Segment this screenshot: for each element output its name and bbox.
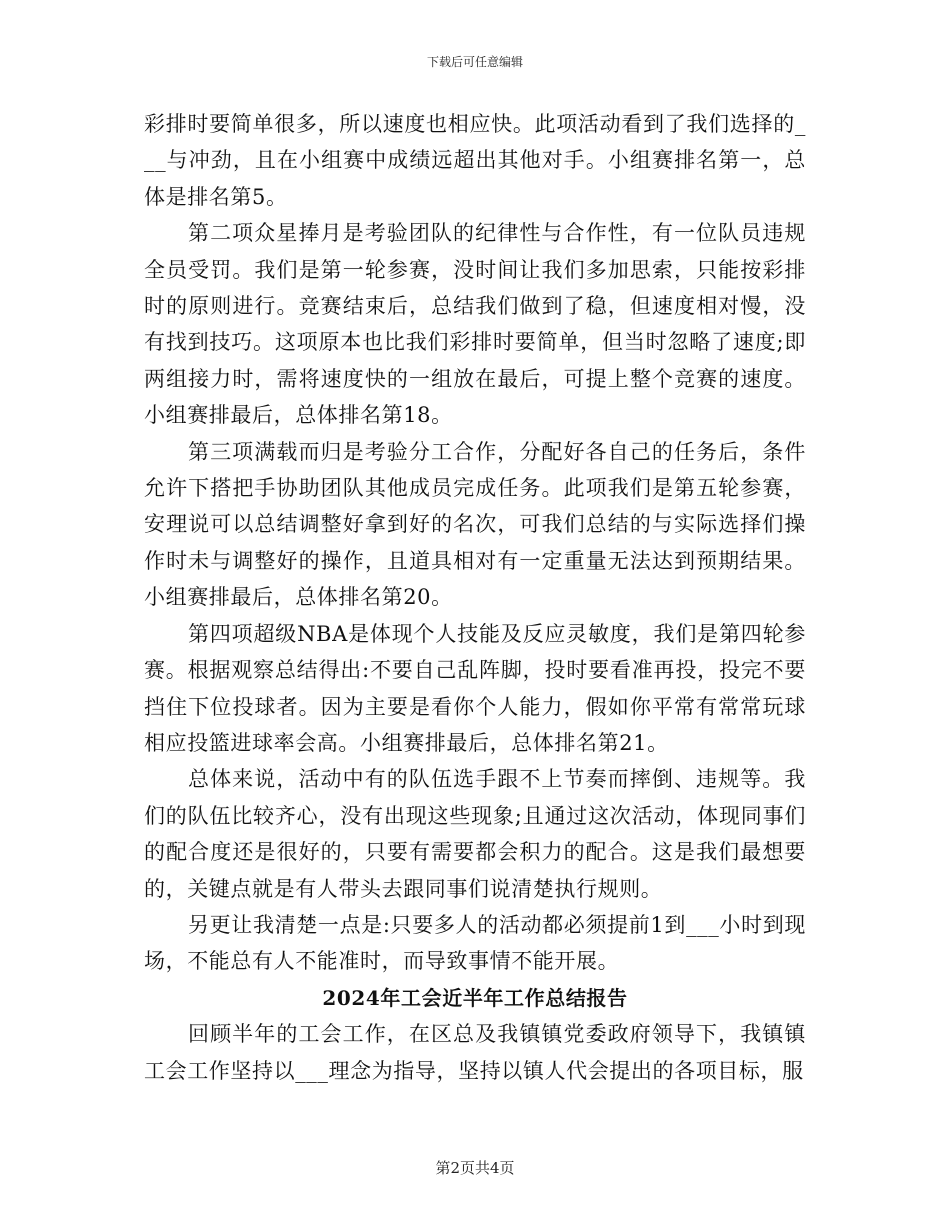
- paragraph-summary: 总体来说，活动中有的队伍选手跟不上节奏而摔倒、违规等。我们的队伍比较齐心，没有出现这些现象;且通过这次活动，体现同事们的配合度还是很好的，只要有需要都会积力的配合。这是我们最想要的，关键点就是有人带头去跟同事们说清楚执行规则。: [144, 767, 806, 901]
- paragraph-union-review: 回顾半年的工会工作，在区总及我镇镇党委政府领导下，我镇镇工会工作坚持以___理念为指导，坚持以镇人代会提出的各项目标，服: [144, 1022, 806, 1083]
- page-number: 第2页共4页: [435, 1159, 515, 1177]
- paragraph-second-event: 第二项众星捧月是考验团队的纪律性与合作性，有一位队员违规全员受罚。我们是第一轮参赛，没时间让我们多加思索，只能按彩排时的原则进行。竞赛结束后，总结我们做到了稳，但速度相对慢，没有找到技巧。这项原本也比我们彩排时要简单，但当时忽略了速度;即两组接力时，需将速度快的一组放在最后，可提上整个竞赛的速度。小组赛排最后，总体排名第18。: [144, 221, 806, 428]
- paragraph-punctuality: 另更让我清楚一点是:只要多人的活动都必须提前1到___小时到现场，不能总有人不能准时，而导致事情不能开展。: [144, 912, 806, 974]
- paragraph-fourth-event: 第四项超级NBA是体现个人技能及反应灵敏度，我们是第四轮参赛。根据观察总结得出:不要自己乱阵脚，投时要看准再投，投完不要挡住下位投球者。因为主要是看你个人能力，假如你平常有常常玩球相应投篮进球率会高。小组赛排最后，总体排名第21。: [144, 621, 806, 755]
- document-body: [144, 106, 806, 1089]
- section-title: 2024年工会近半年工作总结报告: [322, 985, 628, 1010]
- paragraph-continuation: 彩排时要简单很多，所以速度也相应快。此项活动看到了我们选择的___与冲劲，且在小组赛中成绩远超出其他对手。小组赛排名第一，总体是排名第5。: [144, 112, 806, 209]
- page-header: 下载后可任意编辑: [426, 55, 523, 69]
- paragraph-third-event: 第三项满载而归是考验分工合作，分配好各自己的任务后，条件允许下搭把手协助团队其他成员完成任务。此项我们是第五轮参赛，安理说可以总结调整好拿到好的名次，可我们总结的与实际选择们操作时未与调整好的操作，且道具相对有一定重量无法达到预期结果。小组赛排最后，总体排名第20。: [144, 439, 806, 610]
